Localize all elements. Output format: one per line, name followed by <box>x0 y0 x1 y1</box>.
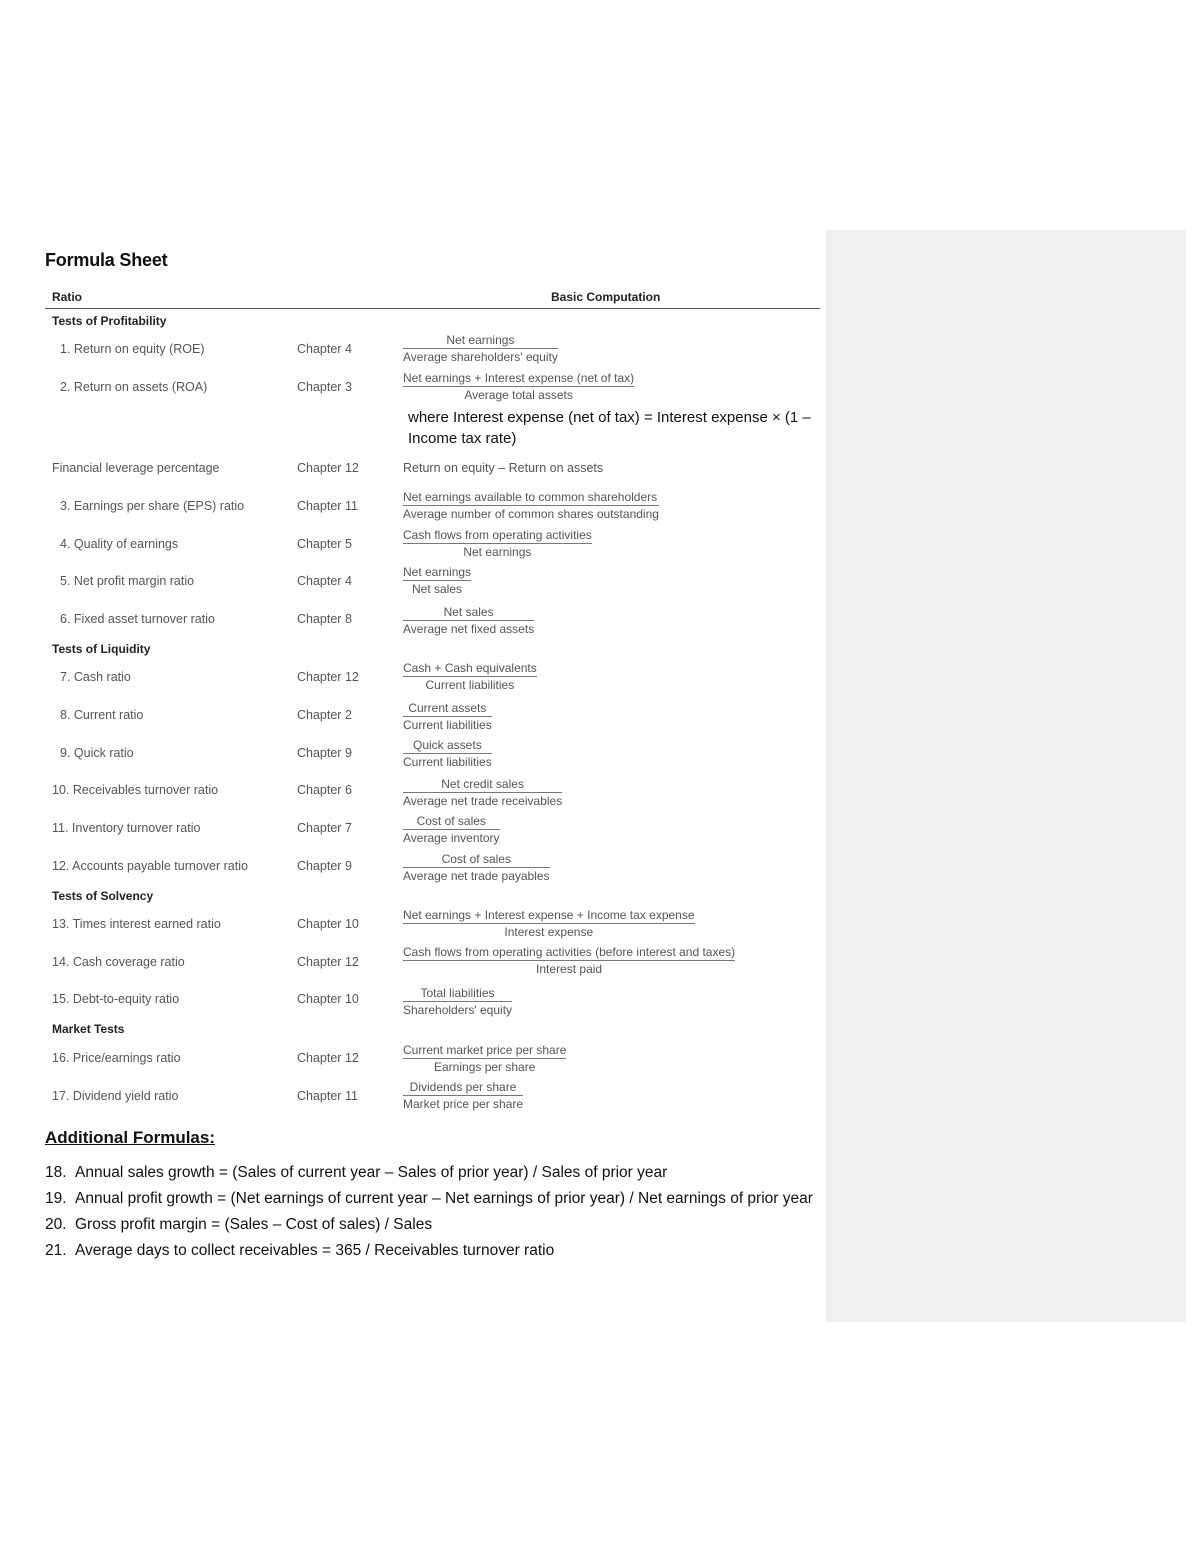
ratio-name: 8. Current ratio <box>60 708 144 722</box>
formula-fraction <box>403 814 500 845</box>
ratio-chapter: Chapter 9 <box>297 746 352 760</box>
section-solvency: Tests of Solvency <box>52 889 154 903</box>
numerator: Quick assets <box>403 738 492 754</box>
denominator: Average total assets <box>464 388 573 402</box>
denominator: Shareholders' equity <box>403 1003 513 1017</box>
denominator: Earnings per share <box>434 1060 536 1074</box>
denominator: Net earnings <box>463 545 532 559</box>
denominator: Current liabilities <box>403 718 492 732</box>
formula-fraction <box>403 605 534 636</box>
ratio-name: 6. Fixed asset turnover ratio <box>60 612 215 626</box>
numerator: Net earnings + Interest expense (net of tax) <box>403 371 635 385</box>
ratio-chapter: Chapter 9 <box>297 859 352 873</box>
roa-note: where Interest expense (net of tax) = Interest expense × (1 – Income tax rate) <box>408 409 811 447</box>
numerator: Net earnings <box>403 333 558 349</box>
formula-fraction <box>403 852 550 883</box>
numerator: Current market price per share <box>403 1043 567 1057</box>
numerator: Cost of sales <box>403 852 550 868</box>
numerator: Net credit sales <box>403 777 562 793</box>
section-liquidity: Tests of Liquidity <box>52 642 151 656</box>
formula-fraction <box>403 565 471 596</box>
denominator: Interest expense <box>504 925 594 939</box>
ratio-chapter: Chapter 3 <box>297 380 352 394</box>
ratio-chapter: Chapter 7 <box>297 821 352 835</box>
denominator: Current liabilities <box>403 755 492 769</box>
formula-fraction <box>403 528 592 559</box>
ratio-chapter: Chapter 5 <box>297 537 352 551</box>
numerator: Net sales <box>403 605 534 621</box>
ratio-chapter: Chapter 8 <box>297 612 352 626</box>
header-rule <box>45 308 820 309</box>
formula-fraction <box>403 945 735 976</box>
ratio-name: 13. Times interest earned ratio <box>52 917 221 931</box>
denominator: Average shareholders' equity <box>403 350 558 364</box>
ratio-name: 17. Dividend yield ratio <box>52 1089 179 1103</box>
ratio-name: 9. Quick ratio <box>60 746 134 760</box>
ratio-name: 11. Inventory turnover ratio <box>52 821 201 835</box>
formula-fraction <box>403 371 634 402</box>
ratio-name: 3. Earnings per share (EPS) ratio <box>60 499 245 513</box>
numerator: Cash flows from operating activities <box>403 528 592 542</box>
ratio-name: 16. Price/earnings ratio <box>52 1051 181 1065</box>
ratio-chapter: Chapter 11 <box>297 1089 358 1103</box>
denominator: Market price per share <box>403 1097 524 1111</box>
numerator: Net earnings <box>403 565 472 579</box>
ratio-name: 10. Receivables turnover ratio <box>52 783 219 797</box>
denominator: Average net fixed assets <box>403 622 535 636</box>
denominator: Average net trade payables <box>403 869 550 883</box>
formula-fraction <box>403 908 695 939</box>
formula-fraction <box>403 333 558 364</box>
numerator: Net earnings + Interest expense + Income tax expense <box>403 908 695 922</box>
formula-fraction <box>403 738 492 769</box>
formula-fraction <box>403 701 492 732</box>
denominator: Average inventory <box>403 831 500 845</box>
ratio-chapter: Chapter 10 <box>297 992 359 1006</box>
ratio-name: 4. Quality of earnings <box>60 537 179 551</box>
header-basic-computation: Basic Computation <box>551 290 661 304</box>
ratio-chapter: Chapter 4 <box>297 342 352 356</box>
denominator: Average net trade receivables <box>403 794 563 808</box>
ratio-name: 1. Return on equity (ROE) <box>60 342 205 356</box>
ratio-chapter: Chapter 4 <box>297 574 352 588</box>
numerator: Dividends per share <box>403 1080 523 1096</box>
ratio-chapter: Chapter 11 <box>297 499 358 513</box>
header-ratio: Ratio <box>52 290 82 304</box>
ratio-name: 5. Net profit margin ratio <box>60 574 195 588</box>
ratio-chapter: Chapter 12 <box>297 670 359 684</box>
numerator: Cash + Cash equivalents <box>403 661 537 675</box>
section-profitability: Tests of Profitability <box>52 314 167 328</box>
page-title: Formula Sheet <box>45 250 168 270</box>
ratio-chapter: Chapter 12 <box>297 955 359 969</box>
formula-text: Return on equity – Return on assets <box>403 461 604 475</box>
list-item: 19. Annual profit growth = (Net earnings of current year – Net earnings of prior year) / Net earnings of prior year <box>45 1190 813 1207</box>
denominator: Current liabilities <box>425 678 515 692</box>
ratio-name: 12. Accounts payable turnover ratio <box>52 859 248 873</box>
ratio-name: 7. Cash ratio <box>60 670 131 684</box>
list-item: 18. Annual sales growth = (Sales of current year – Sales of prior year) / Sales of prior year <box>45 1164 668 1181</box>
numerator: Cash flows from operating activities (before interest and taxes) <box>403 945 736 959</box>
numerator: Total liabilities <box>403 986 512 1002</box>
list-item: 21. Average days to collect receivables = 365 / Receivables turnover ratio <box>45 1242 555 1259</box>
formula-fraction <box>403 661 537 692</box>
numerator: Cost of sales <box>403 814 500 830</box>
ratio-chapter: Chapter 12 <box>297 461 359 475</box>
formula-fraction <box>403 777 562 808</box>
formula-fraction <box>403 1080 523 1111</box>
ratio-chapter: Chapter 2 <box>297 708 352 722</box>
formula-fraction <box>403 490 659 521</box>
denominator: Net sales <box>412 582 463 596</box>
comment-pane <box>826 230 1186 1322</box>
numerator: Net earnings available to common shareholders <box>403 490 658 504</box>
ratio-chapter: Chapter 6 <box>297 783 352 797</box>
denominator: Average number of common shares outstanding <box>403 507 659 521</box>
ratio-chapter: Chapter 10 <box>297 917 359 931</box>
section-market: Market Tests <box>52 1022 125 1036</box>
ratio-name: 14. Cash coverage ratio <box>52 955 185 969</box>
list-item: 20. Gross profit margin = (Sales – Cost of sales) / Sales <box>45 1216 433 1233</box>
ratio-name: 2. Return on assets (ROA) <box>60 380 208 394</box>
formula-fraction <box>403 1043 566 1074</box>
additional-formulas-list <box>45 1160 815 1264</box>
numerator: Current assets <box>403 701 492 717</box>
ratio-chapter: Chapter 12 <box>297 1051 359 1065</box>
ratio-name: Financial leverage percentage <box>52 461 220 475</box>
ratio-name: 15. Debt-to-equity ratio <box>52 992 180 1006</box>
additional-formulas-title: Additional Formulas: <box>45 1128 215 1147</box>
denominator: Interest paid <box>536 962 603 976</box>
formula-fraction <box>403 986 512 1017</box>
